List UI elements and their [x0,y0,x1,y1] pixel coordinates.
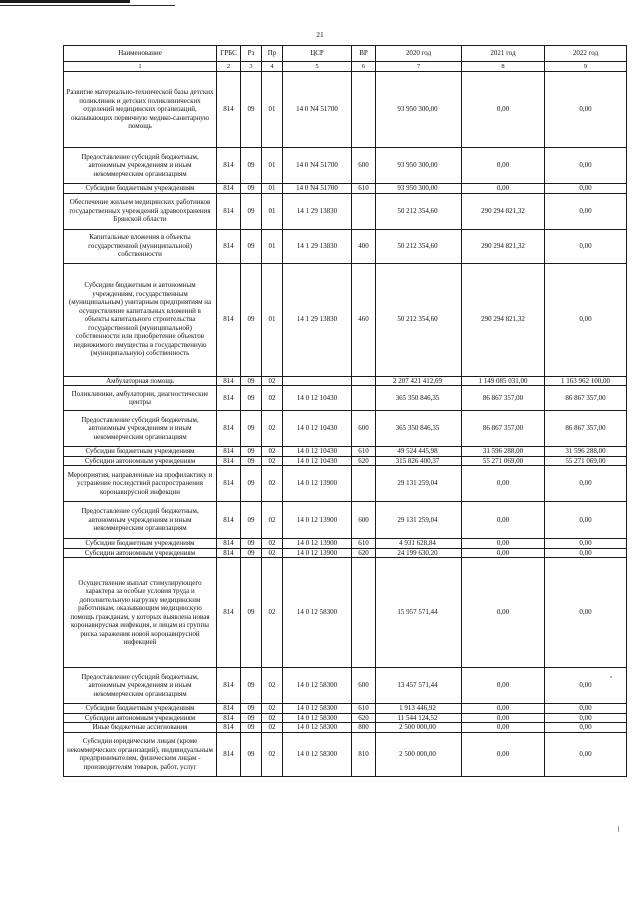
row-value-2021: 0,00 [462,148,545,184]
row-vr: 610 [352,184,376,194]
row-csr: 14 1 29 13830 [283,263,352,376]
row-vr: 400 [352,229,376,263]
row-grbs: 814 [217,723,241,733]
row-pr: 01 [262,263,283,376]
row-name: Субсидии бюджетным учреждениям [64,539,217,549]
col-number: 2 [217,62,241,72]
row-value-2022: 86 867 357,00 [545,411,627,447]
row-value-2022: 0,00 [545,732,627,776]
row-value-2020: 93 950 300,00 [376,148,462,184]
row-rz: 09 [241,668,262,704]
row-value-2020: 2 500 000,00 [376,732,462,776]
row-name: Субсидии бюджетным учреждениям [64,704,217,714]
row-rz: 09 [241,411,262,447]
row-name: Субсидии автономным учреждениям [64,456,217,466]
table-row [64,704,627,714]
row-value-2022: 0,00 [545,193,627,229]
row-pr: 01 [262,184,283,194]
row-csr [283,376,352,386]
col-number: 6 [352,62,376,72]
row-value-2020: 365 350 846,35 [376,386,462,411]
row-pr: 02 [262,732,283,776]
row-value-2022: 0,00 [545,466,627,502]
table-row [64,148,627,184]
table-row [64,723,627,733]
row-rz: 09 [241,704,262,714]
row-value-2020: 50 212 354,60 [376,193,462,229]
row-grbs: 814 [217,229,241,263]
row-value-2021: 0,00 [462,548,545,558]
row-value-2020: 93 950 300,00 [376,72,462,148]
table-row [64,548,627,558]
column-number-row [64,62,627,72]
table-row [64,411,627,447]
row-pr: 02 [262,411,283,447]
col-number: 3 [241,62,262,72]
row-name: Предоставление субсидий бюджетным, автономным учреждениям и иным некоммерческим организациям [64,148,217,184]
row-value-2021: 0,00 [462,558,545,668]
row-csr: 14 0 12 13900 [283,548,352,558]
row-pr: 02 [262,668,283,704]
row-vr: 600 [352,411,376,447]
row-value-2021: 1 149 085 031,00 [462,376,545,386]
row-vr: 600 [352,148,376,184]
row-value-2020: 1 913 446,92 [376,704,462,714]
table-row [64,668,627,704]
row-grbs: 814 [217,502,241,539]
row-grbs: 814 [217,447,241,457]
table-body [64,72,627,777]
row-rz: 09 [241,376,262,386]
row-value-2020: 50 212 354,60 [376,263,462,376]
row-pr: 02 [262,723,283,733]
row-rz: 09 [241,539,262,549]
row-value-2022: 0,00 [545,713,627,723]
row-value-2021: 0,00 [462,502,545,539]
table-row [64,376,627,386]
row-value-2021: 31 596 288,00 [462,447,545,457]
row-value-2022: 0,00 [545,548,627,558]
row-csr: 14 0 N4 51700 [283,72,352,148]
row-vr: 600 [352,668,376,704]
row-value-2022: 0,00 [545,668,627,704]
row-name: Субсидии бюджетным и автономным учреждениям, государственным (муниципальным) унитарным предприятиям на осуществление капитальных вложений в объекты капитального строительства государственной (муниципальной) собственности или приобретение объектов недвижимого имущества в государственную (муниципальную) собственность [64,263,217,376]
row-value-2022: 55 271 069,00 [545,456,627,466]
row-value-2022: 86 867 357,00 [545,386,627,411]
row-grbs: 814 [217,548,241,558]
row-csr: 14 0 12 10430 [283,456,352,466]
row-pr: 02 [262,456,283,466]
row-value-2022: 0,00 [545,229,627,263]
col-header-2020: 2020 год [376,46,462,62]
row-pr: 02 [262,558,283,668]
row-pr: 02 [262,548,283,558]
row-pr: 01 [262,148,283,184]
row-value-2021: 86 867 357,00 [462,411,545,447]
table-row [64,713,627,723]
row-name: Субсидии автономным учреждениям [64,548,217,558]
row-rz: 09 [241,456,262,466]
row-grbs: 814 [217,713,241,723]
row-grbs: 814 [217,456,241,466]
scan-artifact [610,676,612,678]
row-value-2021: 0,00 [462,668,545,704]
col-header-name: Наименование [64,46,217,62]
row-value-2022: 0,00 [545,184,627,194]
row-rz: 09 [241,229,262,263]
row-grbs: 814 [217,193,241,229]
row-value-2022: 0,00 [545,263,627,376]
row-grbs: 814 [217,732,241,776]
table-row [64,263,627,376]
table-row [64,72,627,148]
col-number: 9 [545,62,627,72]
row-value-2020: 29 131 259,04 [376,466,462,502]
row-pr: 02 [262,447,283,457]
row-value-2021: 0,00 [462,184,545,194]
row-csr: 14 1 29 13830 [283,193,352,229]
table-row [64,732,627,776]
header-row [64,46,627,62]
row-vr [352,193,376,229]
row-value-2022: 0,00 [545,72,627,148]
row-grbs: 814 [217,72,241,148]
row-grbs: 814 [217,148,241,184]
row-value-2021: 55 271 069,00 [462,456,545,466]
row-rz: 09 [241,447,262,457]
row-pr: 02 [262,376,283,386]
row-csr: 14 0 N4 51700 [283,148,352,184]
row-value-2021: 0,00 [462,72,545,148]
row-csr: 14 1 29 13830 [283,229,352,263]
row-pr: 02 [262,502,283,539]
row-name: Субсидии автономным учреждениям [64,713,217,723]
row-pr: 02 [262,704,283,714]
row-rz: 09 [241,386,262,411]
row-csr: 14 0 12 58300 [283,713,352,723]
table-row [64,539,627,549]
row-vr: 600 [352,502,376,539]
row-grbs: 814 [217,386,241,411]
col-header-pr: Пр [262,46,283,62]
col-number: 7 [376,62,462,72]
table-row [64,229,627,263]
row-value-2022: 0,00 [545,704,627,714]
row-value-2021: 0,00 [462,732,545,776]
col-header-2021: 2021 год [462,46,545,62]
row-csr: 14 0 12 58300 [283,704,352,714]
row-value-2020: 15 957 571,44 [376,558,462,668]
row-name: Субсидии бюджетным учреждениям [64,184,217,194]
row-vr: 620 [352,548,376,558]
row-value-2020: 365 350 846,35 [376,411,462,447]
row-value-2020: 29 131 259,04 [376,502,462,539]
row-grbs: 814 [217,184,241,194]
table-row [64,502,627,539]
row-name: Субсидии юридическим лицам (кроме некоммерческих организаций), индивидуальным предпринимателям, физическим лицам - производителям товаров, работ, услуг [64,732,217,776]
row-grbs: 814 [217,539,241,549]
row-rz: 09 [241,713,262,723]
row-value-2022: 0,00 [545,723,627,733]
row-name: Субсидии бюджетным учреждениям [64,447,217,457]
row-csr: 14 0 12 58300 [283,723,352,733]
row-vr: 610 [352,539,376,549]
row-vr: 800 [352,723,376,733]
row-value-2022: 0,00 [545,148,627,184]
row-csr: 14 0 12 58300 [283,732,352,776]
row-rz: 09 [241,558,262,668]
row-value-2020: 2 500 000,00 [376,723,462,733]
page-number: 21 [316,30,324,39]
row-name: Мероприятия, направленные на профилактику и устранение последствий распространения коронавирусной инфекции [64,466,217,502]
row-pr: 01 [262,193,283,229]
row-vr: 620 [352,713,376,723]
col-header-2022: 2022 год [545,46,627,62]
row-value-2021: 0,00 [462,713,545,723]
row-value-2020: 11 544 124,52 [376,713,462,723]
row-vr: 610 [352,447,376,457]
row-value-2022: 31 596 288,00 [545,447,627,457]
table-row [64,184,627,194]
row-rz: 09 [241,263,262,376]
row-grbs: 814 [217,263,241,376]
row-name: Предоставление субсидий бюджетным, автономным учреждениям и иным некоммерческим организациям [64,411,217,447]
row-value-2020: 24 199 630,20 [376,548,462,558]
row-csr: 14 0 12 13900 [283,502,352,539]
scan-edge-mark [0,0,130,3]
col-number: 1 [64,62,217,72]
scan-edge-line [0,5,175,6]
row-vr: 810 [352,732,376,776]
row-value-2021: 0,00 [462,723,545,733]
row-rz: 09 [241,148,262,184]
table-row [64,456,627,466]
row-value-2020: 50 212 354,60 [376,229,462,263]
row-pr: 01 [262,229,283,263]
row-name: Развитие материально-технической базы детских поликлиник и детских поликлинических отделений медицинских организаций, оказывающих первичную медико-санитарную помощь [64,72,217,148]
row-grbs: 814 [217,411,241,447]
row-csr: 14 0 12 58300 [283,668,352,704]
row-csr: 14 0 N4 51700 [283,184,352,194]
row-value-2020: 93 950 300,00 [376,184,462,194]
row-value-2021: 0,00 [462,466,545,502]
row-rz: 09 [241,732,262,776]
row-value-2020: 2 207 421 412,69 [376,376,462,386]
row-vr [352,466,376,502]
scan-artifact [618,826,619,832]
row-csr: 14 0 12 13900 [283,466,352,502]
row-rz: 09 [241,193,262,229]
row-rz: 09 [241,502,262,539]
row-name: Иные бюджетные ассигнования [64,723,217,733]
table-row [64,466,627,502]
row-value-2022: 0,00 [545,558,627,668]
row-name: Предоставление субсидий бюджетным, автономным учреждениям и иным некоммерческим организациям [64,668,217,704]
row-pr: 02 [262,386,283,411]
row-vr [352,386,376,411]
budget-table [63,45,627,777]
col-header-vr: ВР [352,46,376,62]
row-vr [352,376,376,386]
row-pr: 02 [262,466,283,502]
row-grbs: 814 [217,558,241,668]
row-rz: 09 [241,723,262,733]
row-grbs: 814 [217,668,241,704]
row-rz: 09 [241,72,262,148]
col-header-rz: Рз [241,46,262,62]
row-value-2020: 4 931 628,84 [376,539,462,549]
row-vr: 460 [352,263,376,376]
row-rz: 09 [241,548,262,558]
row-grbs: 814 [217,704,241,714]
row-value-2021: 0,00 [462,704,545,714]
row-name: Осуществление выплат стимулирующего характера за особые условия труда и дополнительную нагрузку медицинским работникам, оказывающим медицинскую помощь гражданам, у которых выявлена новая коронавирусная инфекция, и лицам из группы риска заражения новой коронавирусной инфекцией [64,558,217,668]
col-number: 5 [283,62,352,72]
row-rz: 09 [241,184,262,194]
table-row [64,558,627,668]
table-row [64,193,627,229]
row-value-2021: 290 294 821,32 [462,193,545,229]
row-vr [352,558,376,668]
table-row [64,447,627,457]
row-name: Амбулаторная помощь [64,376,217,386]
row-csr: 14 0 12 10430 [283,447,352,457]
row-vr: 620 [352,456,376,466]
col-header-csr: ЦСР [283,46,352,62]
row-name: Обеспечение жильем медицинских работников государственных учреждений здравоохранения Брянской области [64,193,217,229]
col-number: 8 [462,62,545,72]
col-number: 4 [262,62,283,72]
row-vr [352,72,376,148]
col-header-grbs: ГРБС [217,46,241,62]
row-name: Поликлиники, амбулатории, диагностические центры [64,386,217,411]
row-value-2022: 0,00 [545,539,627,549]
row-value-2020: 49 524 445,98 [376,447,462,457]
row-value-2021: 86 867 357,00 [462,386,545,411]
row-name: Капитальные вложения в объекты государственной (муниципальной) собственности [64,229,217,263]
row-value-2020: 13 457 571,44 [376,668,462,704]
row-csr: 14 0 12 58300 [283,558,352,668]
row-csr: 14 0 12 10430 [283,411,352,447]
row-value-2021: 290 294 821,32 [462,229,545,263]
row-grbs: 814 [217,376,241,386]
table-row [64,386,627,411]
row-value-2022: 0,00 [545,502,627,539]
row-value-2020: 315 826 400,37 [376,456,462,466]
row-csr: 14 0 12 10430 [283,386,352,411]
row-csr: 14 0 12 13900 [283,539,352,549]
row-rz: 09 [241,466,262,502]
row-name: Предоставление субсидий бюджетным, автономным учреждениям и иным некоммерческим организациям [64,502,217,539]
row-grbs: 814 [217,466,241,502]
row-pr: 02 [262,539,283,549]
row-value-2022: 1 163 962 100,00 [545,376,627,386]
row-value-2021: 0,00 [462,539,545,549]
row-pr: 01 [262,72,283,148]
row-value-2021: 290 294 821,32 [462,263,545,376]
row-pr: 02 [262,713,283,723]
row-vr: 610 [352,704,376,714]
